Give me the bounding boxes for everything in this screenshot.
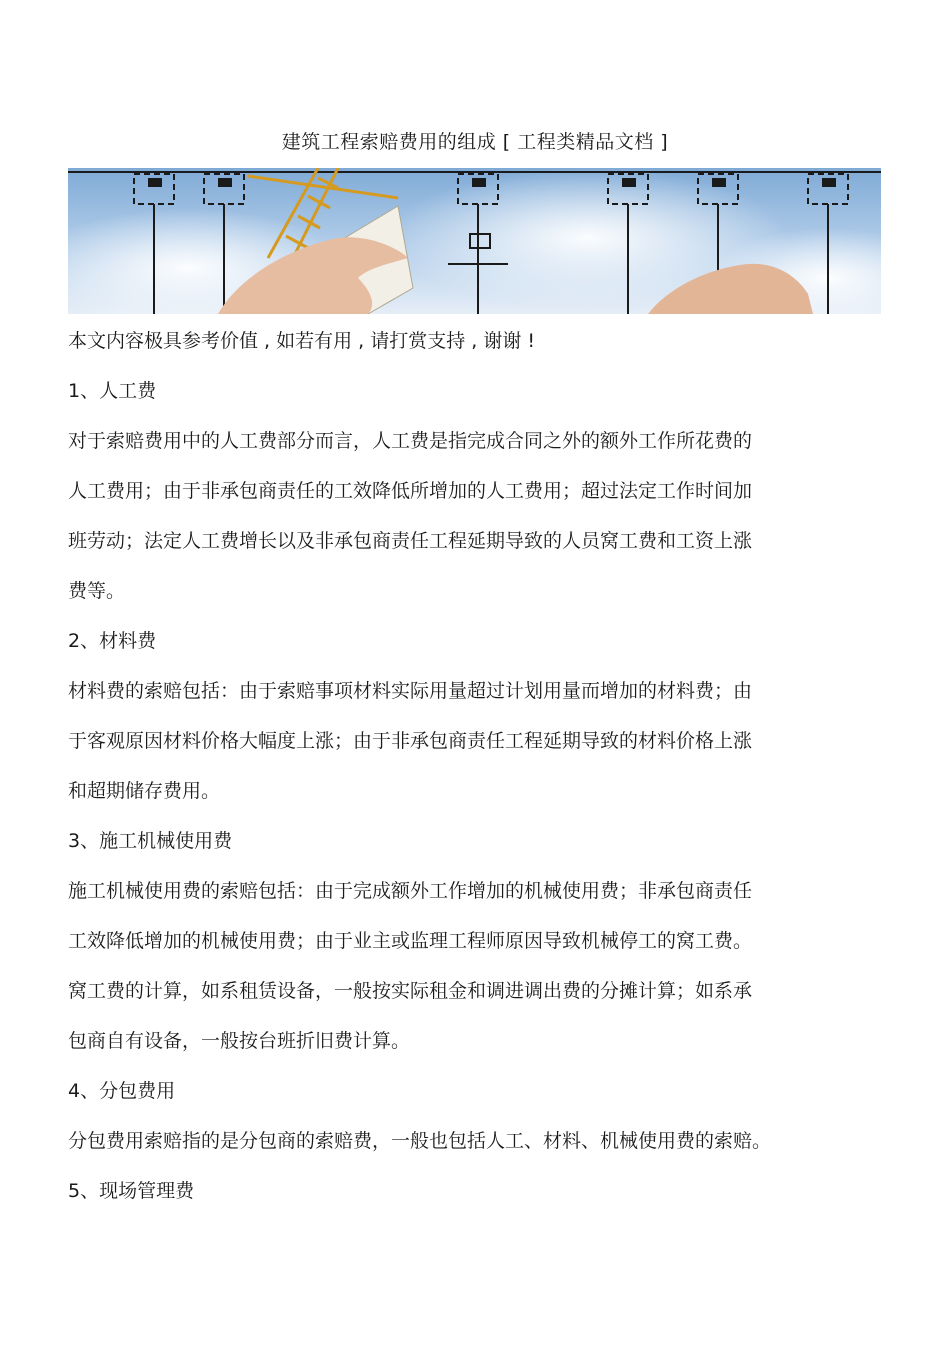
document-title: 建筑工程索赔费用的组成 [ 工程类精品文档 ] xyxy=(281,131,669,153)
header-banner-image xyxy=(68,168,881,314)
section-3-body: 施工机械使用费的索赔包括：由于完成额外工作增加的机械使用费；非承包商责任 工效降低增加的机械使用费；由于业主或监理工程师原因导致机械停工的窝工费。 窝工费的计算，如系租赁设备，一般按实际租金和调进调出费的分摊计算；如系承 包商自有设备，一般按台班折旧费计算。 xyxy=(68,880,753,1052)
intro-text: 本文内容极具参考价值 , 如若有用 , 请打赏支持 , 谢谢 ! xyxy=(68,330,536,352)
section-1-heading: 1、人工费 xyxy=(68,380,157,402)
section-1-body: 对于索赔费用中的人工费部分而言，人工费是指完成合同之外的额外工作所花费的 人工费用；由于非承包商责任的工效降低所增加的人工费用；超过法定工作时间加 班劳动；法定人工费增长以及非承包商责任工程延期导致的人员窝工费和工资上涨 费等。 xyxy=(68,430,753,602)
section-4-body: 分包费用索赔指的是分包商的索赔费，一般也包括人工、材料、机械使用费的索赔。 xyxy=(68,1130,772,1152)
section-2-heading: 2、材料费 xyxy=(68,630,157,652)
section-3-heading: 3、施工机械使用费 xyxy=(68,830,233,852)
section-5-heading: 5、现场管理费 xyxy=(68,1180,195,1202)
section-2-body: 材料费的索赔包括：由于索赔事项材料实际用量超过计划用量而增加的材料费；由 于客观原因材料价格大幅度上涨；由于非承包商责任工程延期导致的材料价格上涨 和超期储存费用。 xyxy=(68,680,753,802)
section-4-heading: 4、分包费用 xyxy=(68,1080,176,1102)
